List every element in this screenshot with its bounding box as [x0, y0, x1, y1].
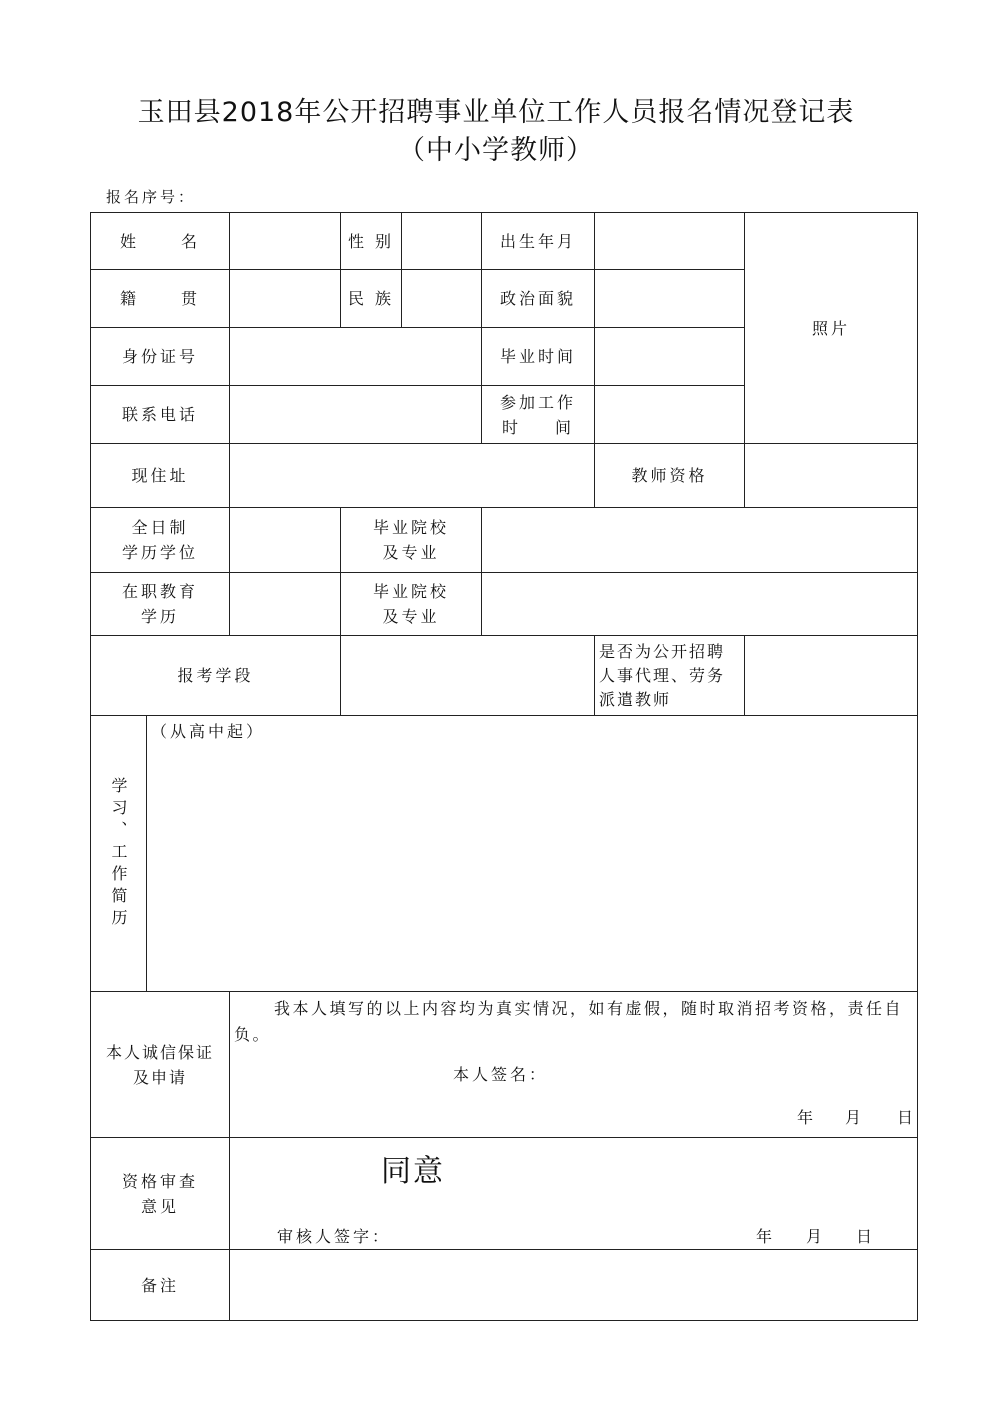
agency-label-3: 派遣教师 [599, 689, 672, 709]
native-label-cell [90, 269, 230, 328]
teacher-qual-label: 教师资格 [594, 443, 745, 508]
id-number-label: 身份证号 [90, 327, 230, 386]
political-field[interactable] [594, 269, 745, 328]
agency-label-1: 是否为公开招聘 [599, 641, 726, 661]
agency-label-cell [594, 635, 745, 716]
review-month: 月 [806, 1227, 826, 1246]
work-start-label-2a: 时 [501, 417, 521, 437]
pledge-text: 我本人填写的以上内容均为真实情况，如有虚假，随时取消招考资格，责任自负。 [234, 999, 904, 1044]
integrity-label-cell [90, 991, 230, 1138]
integrity-label-1: 本人诚信保证 [105, 1042, 214, 1062]
agency-field[interactable] [744, 635, 918, 716]
pledge-day: 日 [897, 1108, 917, 1127]
resume-label: 学习、工作简历 [109, 776, 128, 931]
resume-label-cell [90, 715, 147, 992]
work-start-label-1: 参加工作 [499, 392, 576, 412]
remarks-field[interactable] [229, 1249, 918, 1321]
pledge-month: 月 [845, 1108, 865, 1127]
gender-label: 性 别 [340, 212, 402, 270]
school-major-label-2: 及专业 [382, 543, 440, 562]
review-day: 日 [856, 1227, 876, 1246]
review-year: 年 [756, 1227, 776, 1246]
name-label-a: 姓 [120, 231, 140, 251]
agency-label-2: 人事代理、劳务 [599, 665, 726, 685]
school-major2-field[interactable] [481, 572, 918, 636]
form-title: 玉田县2018年公开招聘事业单位工作人员报名情况登记表 [137, 97, 855, 128]
phone-field[interactable] [229, 385, 482, 444]
pledge-signature-label: 本人签名： [453, 1065, 549, 1084]
name-label-b: 名 [180, 231, 200, 251]
fulltime-label-cell [90, 507, 230, 573]
political-label: 政治面貌 [481, 269, 595, 328]
native-label-a: 籍 [120, 289, 140, 308]
form-subtitle: （中小学教师） [398, 135, 594, 166]
school-major-field[interactable] [481, 507, 918, 573]
fulltime-field[interactable] [229, 507, 341, 573]
review-label-2: 意见 [140, 1196, 179, 1216]
address-field[interactable] [229, 443, 595, 508]
review-opinion: 同意 [381, 1154, 445, 1189]
resume-field[interactable] [146, 715, 918, 992]
inservice-label-cell [90, 572, 230, 636]
serial-number-label: 报名序号： [106, 188, 197, 206]
name-label-cell [90, 212, 230, 270]
native-field[interactable] [229, 269, 341, 328]
review-label-cell [90, 1137, 230, 1250]
exam-level-field[interactable] [340, 635, 595, 716]
gender-field[interactable] [401, 212, 482, 270]
school-major-label-1: 毕业院校 [372, 518, 449, 537]
grad-time-field[interactable] [594, 327, 745, 386]
school-major2-label-2: 及专业 [382, 607, 440, 626]
work-start-label-2b: 间 [554, 417, 574, 437]
photo-label: 照片 [811, 318, 850, 338]
inservice-field[interactable] [229, 572, 341, 636]
fulltime-label-1: 全日制 [131, 518, 189, 537]
review-signer-label: 审核人签字： [277, 1227, 392, 1246]
resume-hint: （从高中起） [151, 722, 266, 741]
id-number-field[interactable] [229, 327, 482, 386]
school-major2-label-1: 毕业院校 [372, 582, 449, 601]
birth-field[interactable] [594, 212, 745, 270]
address-label: 现住址 [90, 443, 230, 508]
phone-label: 联系电话 [90, 385, 230, 444]
photo-box[interactable] [744, 212, 918, 444]
school-major-label-cell [340, 507, 482, 573]
integrity-label-2: 及申请 [132, 1067, 187, 1087]
school-major2-label-cell [340, 572, 482, 636]
exam-level-label: 报考学段 [90, 635, 341, 716]
ethnic-label: 民 族 [340, 269, 402, 328]
work-start-label-cell [481, 385, 595, 444]
remarks-label: 备注 [90, 1249, 230, 1321]
fulltime-label-2: 学历学位 [121, 543, 198, 562]
pledge-year: 年 [797, 1108, 817, 1127]
teacher-qual-field[interactable] [744, 443, 918, 508]
work-start-field[interactable] [594, 385, 745, 444]
name-field[interactable] [229, 212, 341, 270]
ethnic-field[interactable] [401, 269, 482, 328]
native-label-b: 贯 [180, 289, 200, 308]
birth-label: 出生年月 [481, 212, 595, 270]
inservice-label-1: 在职教育 [121, 582, 198, 601]
review-label-1: 资格审查 [121, 1171, 198, 1191]
inservice-label-2: 学历 [140, 607, 179, 626]
grad-time-label: 毕业时间 [481, 327, 595, 386]
